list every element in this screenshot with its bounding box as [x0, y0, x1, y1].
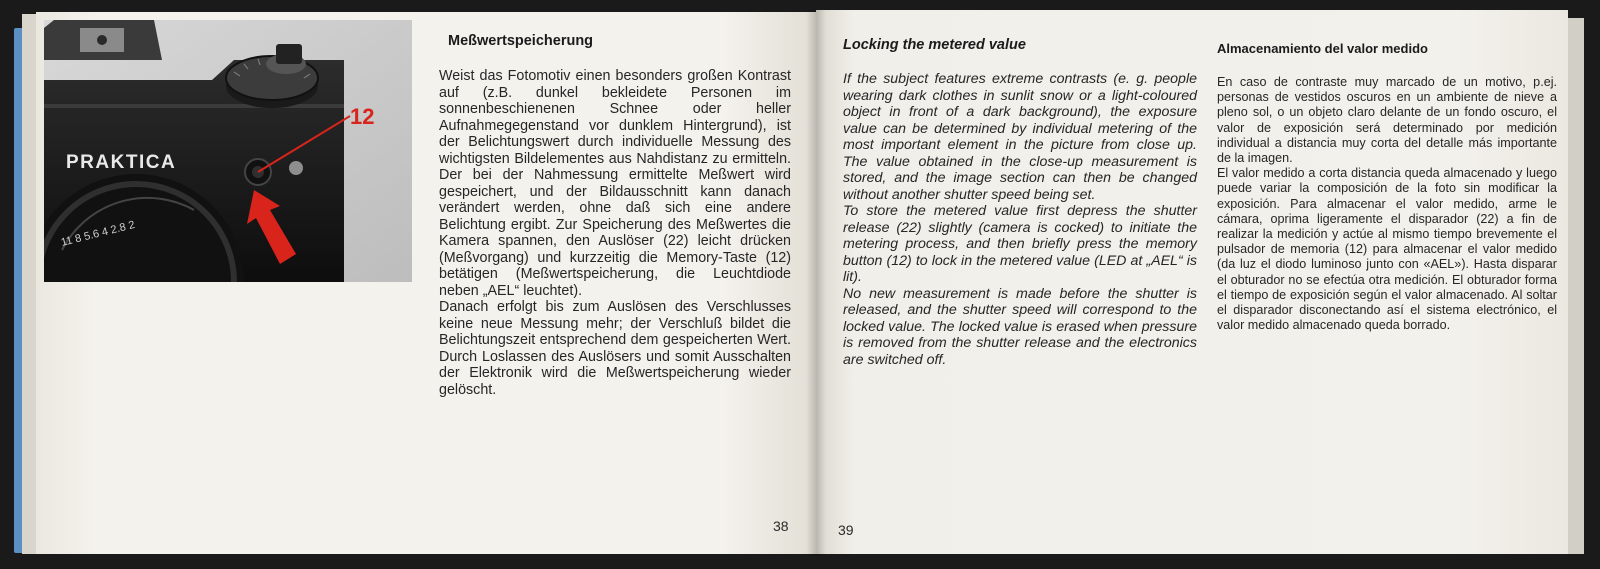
spanish-body	[1217, 75, 1557, 333]
german-paragraph: Danach erfolgt bis zum Auslösen des Verschlusses keine neue Messung mehr; der Verschluß bildet die Belichtungszeit entsprechend dem gespeicherten Wert. Durch Loslassen des Auslösers und somit Ausschalten der Elektronik wird die Meßwertspeicherung wieder gelöscht.	[439, 299, 791, 398]
german-paragraph: Weist das Fotomotiv einen besonders großen Kontrast auf (z.B. dunkel bekleidete Personen im sonnenbeschienenen Schnee oder heller Aufnahmegegenstand vor dunklem Hintergrund), ist der Belichtungswert durch individuelle Messung des wichtigsten Bildelementes aus Nahdistanz zu ermitteln. Der bei der Nahmessung ermittelte Meßwert wird gespeichert, und der Bildausschnitt kann danach verändert werden, ohne daß sich eine andere Belichtung ergibt. Zur Speicherung des Meßwertes die Kamera spannen, den Auslöser (22) leicht drücken (Meßvorgang) und kurzzeitig die Memory-Taste (12) betätigen (Meßwertspeicherung, die Leuchtdiode neben „AEL“ leuchtet).	[439, 68, 791, 299]
english-paragraph: To store the metered value first depress the shutter release (22) slightly (camera is cocked) to initiate the metering process, and then briefly press the memory button (12) to lock in the metered value (LED at „AEL“ is lit).	[843, 203, 1197, 285]
spanish-paragraph: En caso de contraste muy marcado de un motivo, p.ej. personas de vestidos oscuros en un ambiente de nieve a pleno sol, o un objeto claro delante de un fondo oscuro, el valor de exposición será determinado por medición individual a distancia muy corta del detalle más importante de la imagen.	[1217, 75, 1557, 166]
lens-aperture-scale: 11 8 5.6 4 2.8 2	[59, 218, 137, 249]
english-heading: Locking the metered value	[843, 37, 1026, 53]
english-paragraph: If the subject features extreme contrasts (e. g. people wearing dark clothes in sunlit snow or a light-coloured object in front of a dark background), the exposure value can be determined by individual metering of the most important element in the picture from close up. The value obtained in the close-up measurement is stored, and the image section can then be changed without another shutter speed being set.	[843, 71, 1197, 203]
german-body	[439, 68, 791, 398]
camera-photo	[44, 20, 412, 282]
book-gutter	[806, 10, 826, 556]
callout-number: 12	[350, 104, 375, 129]
page-number-right: 39	[838, 522, 854, 538]
page-number-left: 38	[773, 518, 789, 534]
english-body	[843, 71, 1197, 368]
spanish-heading: Almacenamiento del valor medido	[1217, 41, 1428, 56]
english-paragraph: No new measurement is made before the shutter is released, and the shutter speed will correspond to the locked value. The locked value is erased when pressure is removed from the shutter release and the electronics are switched off.	[843, 285, 1197, 368]
spanish-paragraph: El valor medido a corta distancia queda almacenado y luego puede variar la composición de la foto sin modificar la exposición. Para almacenar el valor medido, arme le cámara, oprima ligeramente el disparador (22) a fin de realizar la medición y actúe al mismo tiempo brevemente el pulsador de memoria (12) para almacenar el valor medido (da luz el diodo luminoso junto con «AEL»). Hasta disparar el obturador no se efectúa otra medición. El obturador forma el tiempo de exposición según el valor almacenado. Al soltar el disparador disconectando así el sistema electrónico, el valor medido almacenado queda borrado.	[1217, 166, 1557, 333]
brand-label: PRAKTICA	[66, 152, 177, 173]
german-heading: Meßwertspeicherung	[448, 33, 594, 49]
camera-illustration	[44, 20, 412, 282]
